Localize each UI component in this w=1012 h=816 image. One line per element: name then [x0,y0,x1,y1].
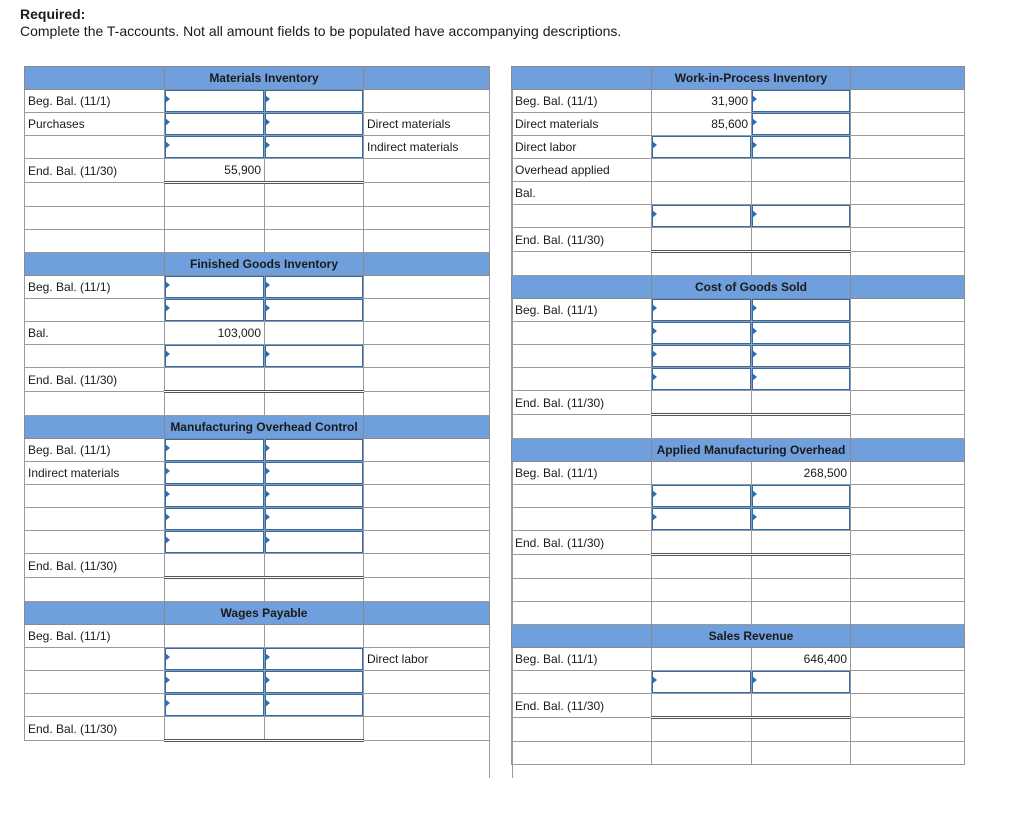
fg-beg-label: Beg. Bal. (11/1) [25,276,165,299]
mi-purchases-debit-input[interactable] [165,113,265,136]
cogs-row3-credit-input[interactable] [752,345,851,368]
wp-beg-label: Beg. Bal. (11/1) [25,625,165,648]
cogs-beg-label: Beg. Bal. (11/1) [512,299,652,322]
moh-indirect-debit-input[interactable] [165,462,265,485]
moh-row4-debit-input[interactable] [165,508,265,531]
sr-beg-label: Beg. Bal. (11/1) [512,648,652,671]
mi-beg-label: Beg. Bal. (11/1) [25,90,165,113]
wp-end-label: End. Bal. (11/30) [25,717,165,741]
wip-direct-materials-value: 85,600 [652,113,752,136]
fg-end-label: End. Bal. (11/30) [25,368,165,392]
amo-row3-debit-input[interactable] [652,508,752,531]
amo-beg-label: Beg. Bal. (11/1) [512,462,652,485]
wip-dl-debit-input[interactable] [652,136,752,159]
wages-payable-title: Wages Payable [165,602,364,625]
cogs-row3-debit-input[interactable] [652,345,752,368]
cogs-row4-debit-input[interactable] [652,368,752,391]
fg-row2-debit-input[interactable] [165,299,265,322]
wip-row6-credit-input[interactable] [752,205,851,228]
mfg-overhead-title: Manufacturing Overhead Control [165,416,364,439]
fg-bal-label: Bal. [25,322,165,345]
moh-indirect-credit-input[interactable] [265,462,364,485]
materials-inventory-title: Materials Inventory [165,67,364,90]
wp-row3-debit-input[interactable] [165,671,265,694]
moh-row3-debit-input[interactable] [165,485,265,508]
wp-row4-debit-input[interactable] [165,694,265,717]
wip-bal-label: Bal. [512,182,652,205]
sr-row2-credit-input[interactable] [752,671,851,694]
required-heading: Required: [20,6,86,22]
wp-row3-credit-input[interactable] [265,671,364,694]
cogs-title: Cost of Goods Sold [652,276,851,299]
wip-beg-value: 31,900 [652,90,752,113]
mi-beg-debit-input[interactable] [165,90,265,113]
cogs-row2-credit-input[interactable] [752,322,851,345]
wip-overhead-applied-label: Overhead applied [512,159,652,182]
moh-row4-credit-input[interactable] [265,508,364,531]
fg-row4-credit-input[interactable] [265,345,364,368]
mi-row3-debit-input[interactable] [165,136,265,159]
sr-row2-debit-input[interactable] [652,671,752,694]
wip-dl-credit-input[interactable] [752,136,851,159]
amo-row2-debit-input[interactable] [652,485,752,508]
moh-end-label: End. Bal. (11/30) [25,554,165,578]
finished-goods-title: Finished Goods Inventory [165,253,364,276]
fg-bal-value: 103,000 [165,322,265,345]
mi-purchases-label: Purchases [25,113,165,136]
moh-beg-credit-input[interactable] [265,439,364,462]
moh-beg-debit-input[interactable] [165,439,265,462]
mi-end-value: 55,900 [165,159,265,183]
mi-direct-materials-label: Direct materials [364,113,490,136]
fg-beg-credit-input[interactable] [265,276,364,299]
cogs-beg-credit-input[interactable] [752,299,851,322]
cogs-beg-debit-input[interactable] [652,299,752,322]
mi-beg-credit-input[interactable] [265,90,364,113]
right-t-accounts [511,66,965,765]
cogs-row4-credit-input[interactable] [752,368,851,391]
cogs-row2-debit-input[interactable] [652,322,752,345]
cogs-end-label: End. Bal. (11/30) [512,391,652,415]
amo-end-label: End. Bal. (11/30) [512,531,652,555]
wp-row2-debit-input[interactable] [165,648,265,671]
amo-row2-credit-input[interactable] [752,485,851,508]
moh-beg-label: Beg. Bal. (11/1) [25,439,165,462]
wip-beg-credit-input[interactable] [752,90,851,113]
applied-overhead-title: Applied Manufacturing Overhead [652,439,851,462]
wp-direct-labor-label: Direct labor [364,648,490,671]
wip-title: Work-in-Process Inventory [652,67,851,90]
mi-indirect-materials-label: Indirect materials [364,136,490,159]
sales-revenue-title: Sales Revenue [652,625,851,648]
amo-row3-credit-input[interactable] [752,508,851,531]
wip-end-label: End. Bal. (11/30) [512,228,652,252]
mi-row3-credit-input[interactable] [265,136,364,159]
mi-end-label: End. Bal. (11/30) [25,159,165,183]
wp-row2-credit-input[interactable] [265,648,364,671]
sr-end-label: End. Bal. (11/30) [512,694,652,718]
wip-direct-materials-label: Direct materials [512,113,652,136]
moh-row5-debit-input[interactable] [165,531,265,554]
amo-beg-value: 268,500 [752,462,851,485]
wip-dm-credit-input[interactable] [752,113,851,136]
fg-beg-debit-input[interactable] [165,276,265,299]
moh-row5-credit-input[interactable] [265,531,364,554]
sr-beg-value: 646,400 [752,648,851,671]
wp-row4-credit-input[interactable] [265,694,364,717]
wip-row6-debit-input[interactable] [652,205,752,228]
column-separator [489,66,513,778]
fg-row2-credit-input[interactable] [265,299,364,322]
wip-direct-labor-label: Direct labor [512,136,652,159]
wip-beg-label: Beg. Bal. (11/1) [512,90,652,113]
fg-row4-debit-input[interactable] [165,345,265,368]
left-t-accounts [24,66,490,742]
instructions: Complete the T-accounts. Not all amount fields to be populated have accompanying descriptions. [20,23,622,39]
mi-purchases-credit-input[interactable] [265,113,364,136]
moh-indirect-materials-label: Indirect materials [25,462,165,485]
moh-row3-credit-input[interactable] [265,485,364,508]
